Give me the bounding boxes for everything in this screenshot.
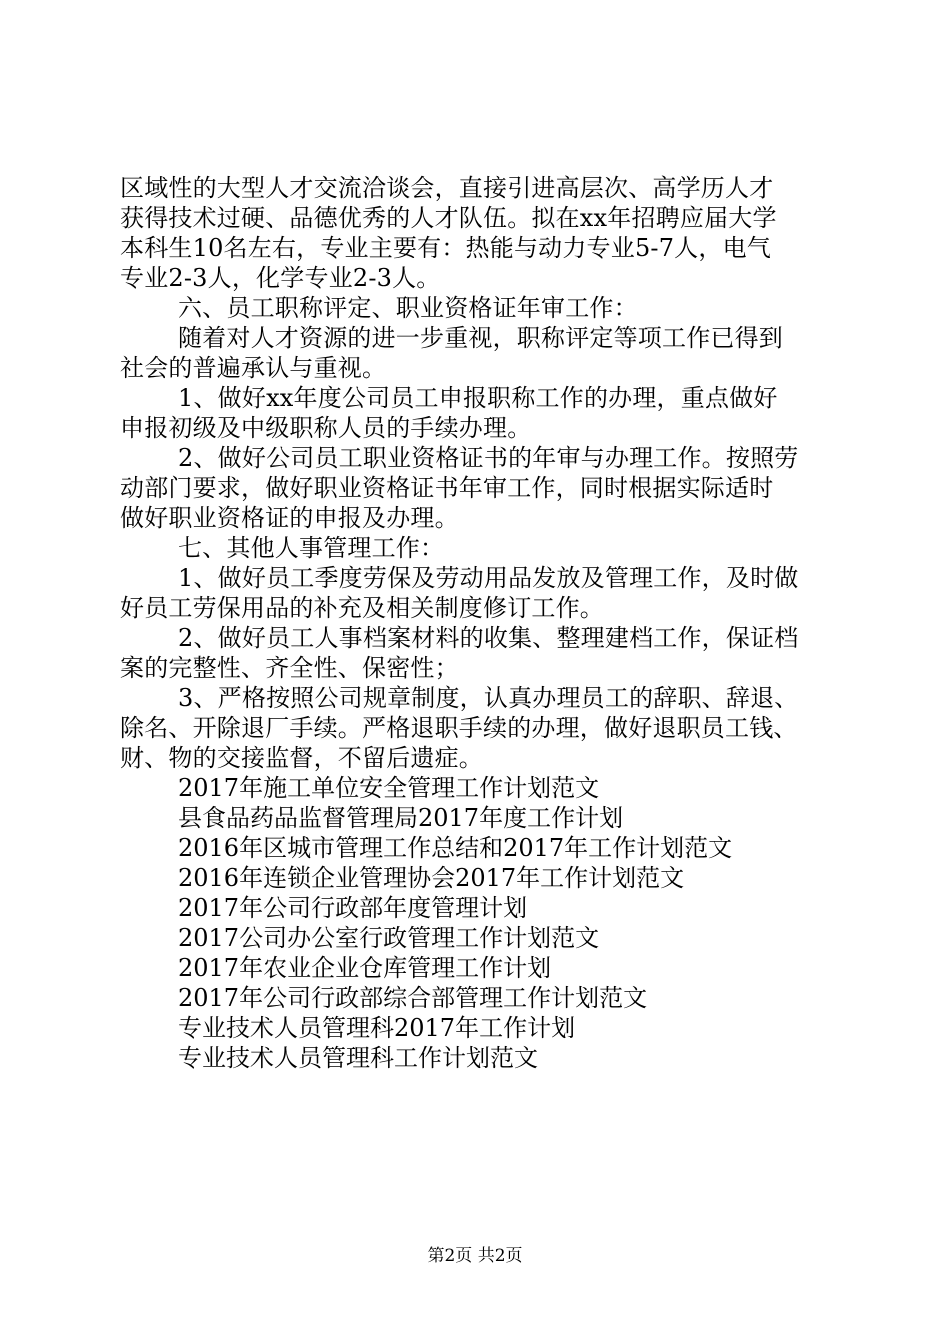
related-article-link[interactable]: 专业技术人员管理科工作计划范文 (178, 1044, 538, 1072)
related-article-link[interactable]: 2017年农业企业仓库管理工作计划 (178, 954, 552, 982)
body-line: 获得技术过硬、品德优秀的人才队伍。拟在xx年招聘应届大学 (120, 204, 777, 232)
related-article-link[interactable]: 2016年区城市管理工作总结和2017年工作计划范文 (178, 834, 733, 862)
body-line: 除名、开除退厂手续。严格退职手续的办理，做好退职员工钱、 (120, 714, 798, 742)
body-line: 随着对人才资源的进一步重视，职称评定等项工作已得到 (178, 324, 783, 352)
body-line: 动部门要求，做好职业资格证书年审工作，同时根据实际适时 (120, 474, 774, 502)
body-line: 2、做好员工人事档案材料的收集、整理建档工作，保证档 (178, 624, 799, 652)
body-line: 2、做好公司员工职业资格证书的年审与办理工作。按照劳 (178, 444, 799, 472)
related-article-link[interactable]: 2017公司办公室行政管理工作计划范文 (178, 924, 600, 952)
section-heading: 六、员工职称评定、职业资格证年审工作： (178, 294, 638, 322)
related-article-link[interactable]: 2016年连锁企业管理协会2017年工作计划范文 (178, 864, 685, 892)
related-article-link[interactable]: 2017年公司行政部综合部管理工作计划范文 (178, 984, 648, 1012)
section-heading: 七、其他人事管理工作： (178, 534, 445, 562)
related-article-link[interactable]: 县食品药品监督管理局2017年度工作计划 (178, 804, 624, 832)
body-line: 社会的普遍承认与重视。 (120, 354, 387, 382)
related-article-link[interactable]: 专业技术人员管理科2017年工作计划 (178, 1014, 576, 1042)
body-line: 申报初级及中级职称人员的手续办理。 (120, 414, 532, 442)
body-line: 好员工劳保用品的补充及相关制度修订工作。 (120, 594, 604, 622)
body-line: 案的完整性、齐全性、保密性； (120, 654, 459, 682)
body-line: 1、做好员工季度劳保及劳动用品发放及管理工作，及时做 (178, 564, 799, 592)
body-line: 本科生10名左右，专业主要有：热能与动力专业5-7人，电气 (120, 234, 771, 262)
body-line: 1、做好xx年度公司员工申报职称工作的办理，重点做好 (178, 384, 778, 412)
body-line: 财、物的交接监督，不留后遗症。 (120, 744, 483, 772)
related-articles-list (120, 773, 840, 1073)
body-line: 做好职业资格证的申报及办理。 (120, 504, 459, 532)
related-article-link[interactable]: 2017年施工单位安全管理工作计划范文 (178, 774, 600, 802)
page-number-footer: 第2页 共2页 (427, 1246, 523, 1266)
body-line: 3、严格按照公司规章制度，认真办理员工的辞职、辞退、 (178, 684, 799, 712)
related-article-link[interactable]: 2017年公司行政部年度管理计划 (178, 894, 528, 922)
document-body (120, 173, 840, 1073)
body-line: 专业2-3人，化学专业2-3人。 (120, 264, 441, 292)
body-line: 区域性的大型人才交流洽谈会，直接引进高层次、高学历人才 (120, 174, 774, 202)
